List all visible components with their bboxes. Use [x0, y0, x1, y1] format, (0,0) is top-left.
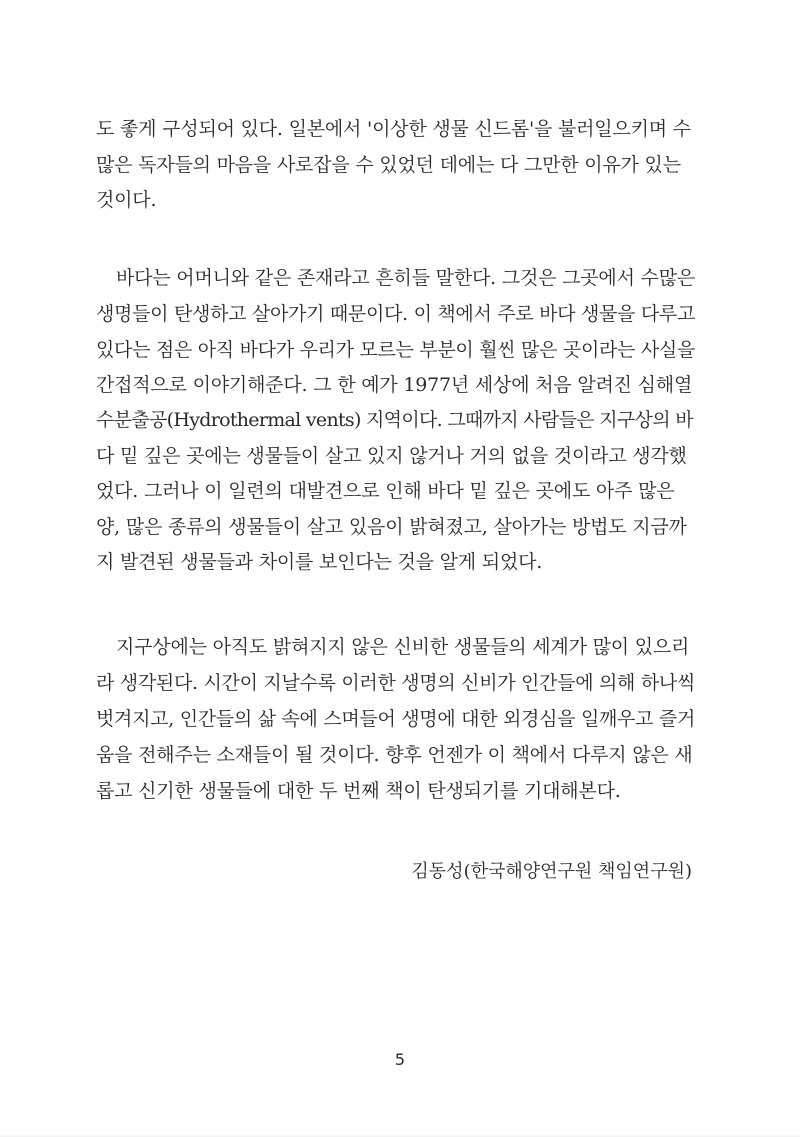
paragraph-2-line-8: 양, 많은 종류의 생물들이 살고 있음이 밝혀졌고, 살아가는 방법도 지금까 [96, 516, 687, 538]
paragraph-3-line-5: 롭고 신기한 생물들에 대한 두 번째 책이 탄생되기를 기대해본다. [96, 780, 621, 802]
paragraph-2-line-4: 간접적으로 이야기해준다. 그 한 예가 1977년 세상에 처음 알려진 심해열 [96, 374, 693, 396]
page-bottom-edge [0, 1133, 800, 1137]
paragraph-3-line-4: 움을 전해주는 소재들이 될 것이다. 향후 언젠가 이 책에서 다루지 않은 새 [96, 744, 693, 766]
paragraph-1-line-2: 많은 독자들의 마음을 사로잡을 수 있었던 데에는 다 그만한 이유가 있는 [96, 154, 681, 176]
paragraph-2-line-2: 생명들이 탄생하고 살아가기 때문이다. 이 책에서 주로 바다 생물을 다루고 [96, 303, 696, 325]
paragraph-1-line-3: 것이다. [96, 189, 157, 211]
paragraph-1-line-1: 도 좋게 구성되어 있다. 일본에서 '이상한 생물 신드롬'을 불러일으키며 수 [96, 118, 691, 140]
paragraph-2-line-7: 었다. 그러나 이 일련의 대발견으로 인해 바다 밑 깊은 곳에도 아주 많은 [96, 480, 675, 502]
paragraph-2-line-6: 다 밑 깊은 곳에는 생물들이 살고 있지 않거나 거의 없을 것이라고 생각했 [96, 445, 687, 467]
paragraph-2-line-3: 있다는 점은 아직 바다가 우리가 모르는 부분이 훨씬 많은 곳이라는 사실을 [96, 339, 696, 361]
paragraph-3-line-3: 벗겨지고, 인간들의 삶 속에 스며들어 생명에 대한 외경심을 일깨우고 즐거 [96, 708, 696, 730]
page-number: 5 [394, 1050, 406, 1069]
paragraph-2-line-5: 수분출공(Hydrothermal vents) 지역이다. 그때까지 사람들은 지구상의 바 [96, 409, 693, 431]
author-signature: 김동성(한국해양연구원 책임연구원) [411, 861, 692, 882]
paragraph-3-line-1: 지구상에는 아직도 밝혀지지 않은 신비한 생물들의 세계가 많이 있으리 [116, 636, 690, 658]
paragraph-2-line-1: 바다는 어머니와 같은 존재라고 흔히들 말한다. 그것은 그곳에서 수많은 [116, 267, 696, 289]
paragraph-2-line-9: 지 발견된 생물들과 차이를 보인다는 것을 알게 되었다. [96, 551, 543, 573]
paragraph-3-line-2: 라 생각된다. 시간이 지날수록 이러한 생명의 신비가 인간들에 의해 하나씩 [96, 672, 696, 694]
